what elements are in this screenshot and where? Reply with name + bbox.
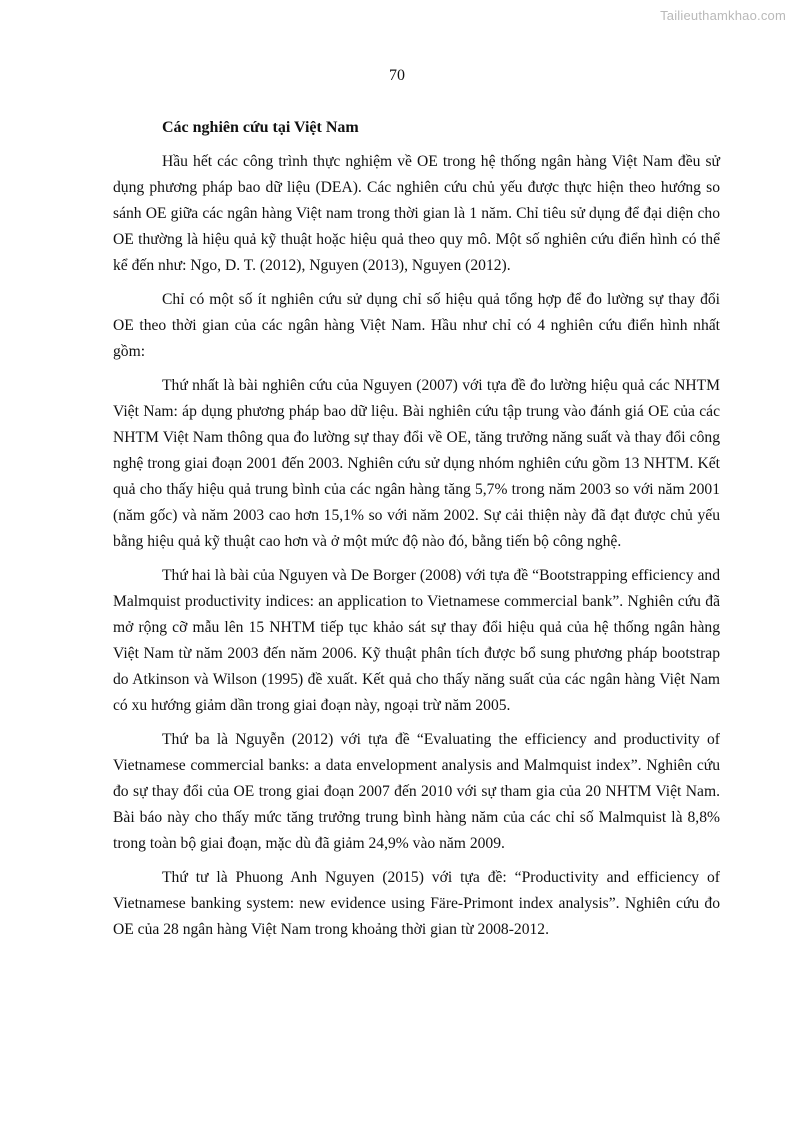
paragraph-overview: Chỉ có một số ít nghiên cứu sử dụng chỉ số hiệu quả tổng hợp để đo lường sự thay đổi OE theo thời gian của các ngân hàng Việt Nam. Hầu như chỉ có 4 nghiên cứu điển hình nhất gồm: xyxy=(113,291,720,360)
watermark: Tailieuthamkhao.com xyxy=(660,8,786,23)
paragraph-third-study: Thứ ba là Nguyễn (2012) với tựa đề “Evaluating the efficiency and productivity of Vietnamese commercial banks: a data envelopment analysis and Malmquist index”. Nghiên cứu đo sự thay đổi của OE trong giai đoạn 2007 đến 2010 với sự tham gia của 20 NHTM Việt Nam. Bài báo này cho thấy mức tăng trưởng trung bình hàng năm của các chỉ số Malmquist là 8,8% trong toàn bộ giai đoạn, mặc dù đã giảm 24,9% vào năm 2009. xyxy=(113,731,720,852)
page-body xyxy=(113,117,720,951)
paragraph-intro: Hầu hết các công trình thực nghiệm về OE trong hệ thống ngân hàng Việt Nam đều sử dụng phương pháp bao dữ liệu (DEA). Các nghiên cứu chủ yếu được thực hiện theo hướng so sánh OE giữa các ngân hàng Việt nam trong thời gian là 1 năm. Chỉ tiêu sử dụng để đại diện cho OE thường là hiệu quả kỹ thuật hoặc hiệu quả theo quy mô. Một số nghiên cứu điển hình có thể kể đến như: Ngo, D. T. (2012), Nguyen (2013), Nguyen (2012). xyxy=(113,153,720,274)
section-heading: Các nghiên cứu tại Việt Nam xyxy=(162,119,359,136)
paragraph-second-study: Thứ hai là bài của Nguyen và De Borger (2008) với tựa đề “Bootstrapping efficiency and Malmquist productivity indices: an application to Vietnamese commercial bank”. Nghiên cứu đã mở rộng cỡ mẫu lên 15 NHTM tiếp tục khảo sát sự thay đổi hiệu quả của hệ thống ngân hàng Việt Nam từ năm 2003 đến năm 2006. Kỹ thuật phân tích được bổ sung phương pháp bootstrap do Atkinson và Wilson (1995) đề xuất. Kết quả cho thấy năng suất của các ngân hàng Việt Nam có xu hướng giảm dần trong giai đoạn này, ngoại trừ năm 2005. xyxy=(113,567,720,714)
page-number: 70 xyxy=(389,67,405,84)
paragraph-fourth-study: Thứ tư là Phuong Anh Nguyen (2015) với tựa đề: “Productivity and efficiency of Vietnamese banking system: new evidence using Färe-Primont index analysis”. Nghiên cứu đo OE của 28 ngân hàng Việt Nam trong khoảng thời gian từ 2008-2012. xyxy=(113,869,720,938)
paragraph-first-study: Thứ nhất là bài nghiên cứu của Nguyen (2007) với tựa đề đo lường hiệu quả các NHTM Việt Nam: áp dụng phương pháp bao dữ liệu. Bài nghiên cứu tập trung vào đánh giá OE của các NHTM Việt Nam thông qua đo lường sự thay đổi về OE, tăng trưởng năng suất và thay đổi công nghệ trong giai đoạn 2001 đến 2003. Nghiên cứu sử dụng nhóm nghiên cứu gồm 13 NHTM. Kết quả cho thấy hiệu quả trung bình của các ngân hàng tăng 5,7% trong năm 2003 so với năm 2001 (năm gốc) và năm 2003 cao hơn 15,1% so với năm 2002. Sự cải thiện này đã đạt được chủ yếu bằng hiệu quả kỹ thuật cao hơn và ở một mức độ nào đó, bằng tiến bộ công nghệ. xyxy=(113,377,720,550)
